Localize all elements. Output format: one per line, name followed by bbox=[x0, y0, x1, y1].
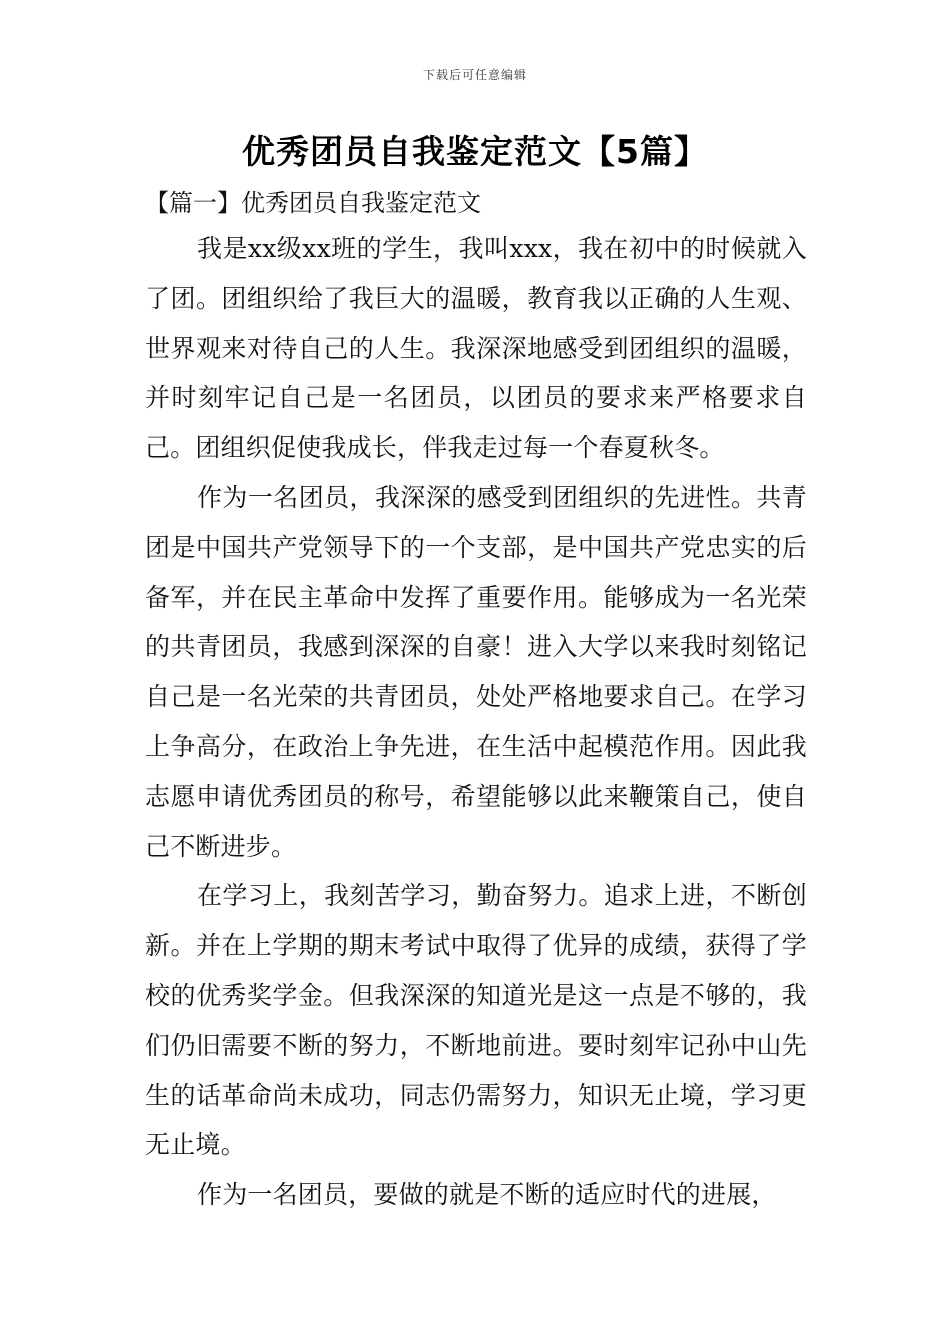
document-body bbox=[145, 224, 807, 1220]
header-note: 下载后可任意编辑 bbox=[422, 68, 527, 82]
paragraph: 作为一名团员，我深深的感受到团组织的先进性。共青团是中国共产党领导下的一个支部，是中国共产党忠实的后备军，并在民主革命中发挥了重要作用。能够成为一名光荣的共青团员，我感到深深的自豪！进入大学以来我时刻铭记自己是一名光荣的共青团员，处处严格地要求自己。在学习上争高分，在政治上争先进，在生活中起模范作用。因此我志愿申请优秀团员的称号，希望能够以此来鞭策自己，使自己不断进步。 bbox=[145, 482, 807, 861]
paragraph: 在学习上，我刻苦学习，勤奋努力。追求上进，不断创新。并在上学期的期末考试中取得了优异的成绩，获得了学校的优秀奖学金。但我深深的知道光是这一点是不够的，我们仍旧需要不断的努力，不断地前进。要时刻牢记孙中山先生的话革命尚未成功，同志仍需努力，知识无止境，学习更无止境。 bbox=[145, 881, 807, 1160]
document-title: 优秀团员自我鉴定范文【5篇】 bbox=[242, 132, 708, 171]
paragraph: 作为一名团员，要做的就是不断的适应时代的进展， bbox=[197, 1180, 777, 1210]
section-heading: 【篇一】优秀团员自我鉴定范文 bbox=[145, 189, 481, 217]
paragraph: 我是xx级xx班的学生，我叫xxx，我在初中的时候就入了团。团组织给了我巨大的温暖，教育我以正确的人生观、世界观来对待自己的人生。我深深地感受到团组织的温暖，并时刻牢记自己是一名团员，以团员的要求来严格要求自己。团组织促使我成长，伴我走过每一个春夏秋冬。 bbox=[145, 234, 807, 463]
